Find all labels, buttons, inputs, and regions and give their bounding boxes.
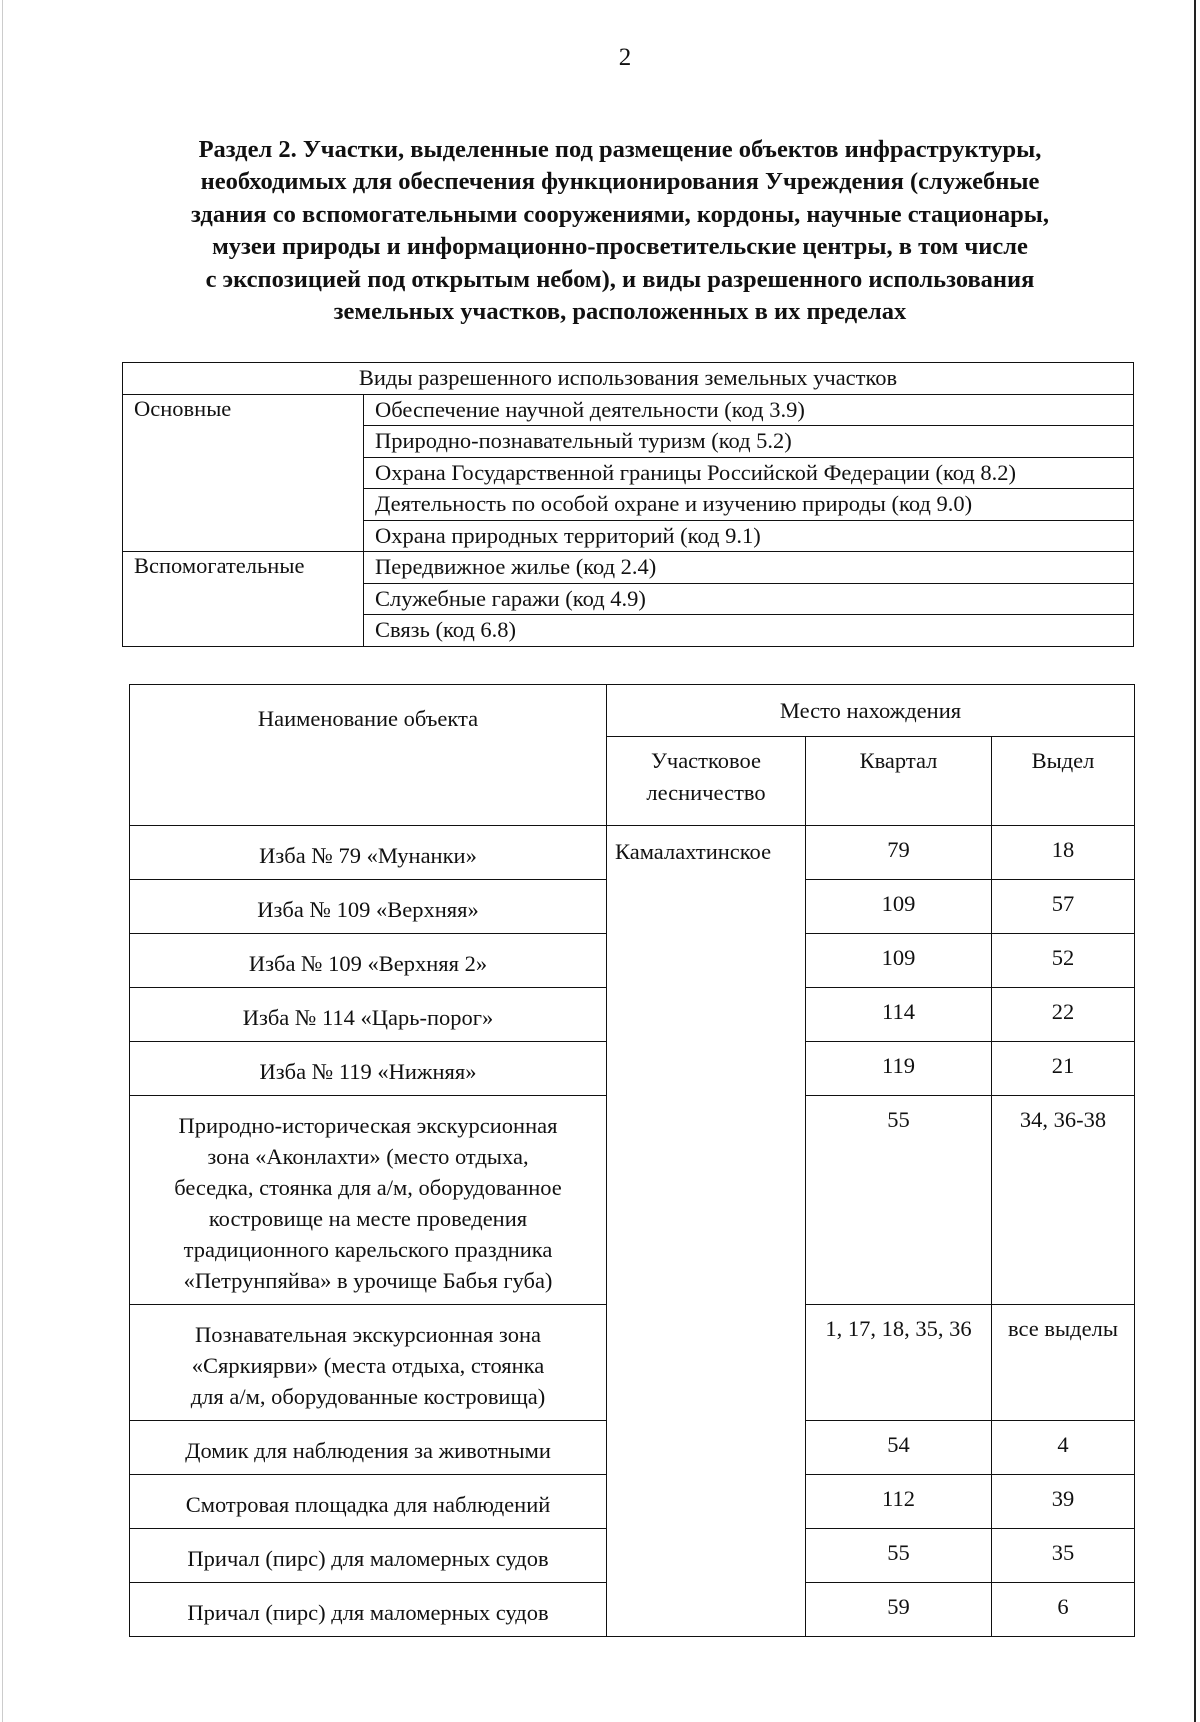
allotment-value: все выделы xyxy=(992,1305,1135,1421)
object-name: Причал (пирс) для маломерных судов xyxy=(130,1529,607,1583)
object-name: Домик для наблюдения за животными xyxy=(130,1421,607,1475)
object-name: Смотровая площадка для наблюдений xyxy=(130,1475,607,1529)
section-title xyxy=(110,134,1130,328)
object-name-line: костровище на месте проведения xyxy=(208,1206,528,1231)
table-row xyxy=(130,826,1135,880)
main-use-item: Охрана природных территорий (код 9.1) xyxy=(364,520,1134,552)
header-quarter: Квартал xyxy=(806,737,992,826)
quarter-value: 54 xyxy=(806,1421,992,1475)
object-name: Изба № 109 «Верхняя» xyxy=(130,880,607,934)
object-name: Изба № 119 «Нижняя» xyxy=(130,1042,607,1096)
quarter-value: 114 xyxy=(806,988,992,1042)
header-allotment: Выдел xyxy=(992,737,1135,826)
uses-table-header: Виды разрешенного использования земельных участков xyxy=(123,363,1134,395)
allotment-value: 39 xyxy=(992,1475,1135,1529)
page-right-edge xyxy=(1194,0,1196,1722)
aux-use-item: Передвижное жилье (код 2.4) xyxy=(364,552,1134,584)
title-line: земельных участков, расположенных в их пределах xyxy=(333,298,907,326)
allotment-value: 4 xyxy=(992,1421,1135,1475)
allotment-value: 21 xyxy=(992,1042,1135,1096)
main-uses-label: Основные xyxy=(123,394,364,552)
object-name-line: «Петрунпяйва» в урочище Бабья губа) xyxy=(183,1268,553,1293)
page-number: 2 xyxy=(618,44,632,71)
quarter-value: 109 xyxy=(806,934,992,988)
object-name: Изба № 114 «Царь-порог» xyxy=(130,988,607,1042)
header-object-name: Наименование объекта xyxy=(130,685,607,826)
aux-use-item: Связь (код 6.8) xyxy=(364,615,1134,647)
quarter-value: 109 xyxy=(806,880,992,934)
object-name-line: Природно-историческая экскурсионная xyxy=(178,1113,558,1138)
title-line: с экспозицией под открытым небом), и виды разрешенного использования xyxy=(205,265,1035,293)
forestry-name: Камалахтинское xyxy=(607,826,806,1637)
aux-uses-label: Вспомогательные xyxy=(123,552,364,647)
allotment-value: 6 xyxy=(992,1583,1135,1637)
quarter-value: 55 xyxy=(806,1096,992,1305)
main-use-item: Природно-познавательный туризм (код 5.2) xyxy=(364,426,1134,458)
object-name-line: беседка, стоянка для а/м, оборудованное xyxy=(174,1175,562,1200)
object-name: Изба № 79 «Мунанки» xyxy=(130,826,607,880)
allotment-value: 34, 36-38 xyxy=(992,1096,1135,1305)
quarter-value: 55 xyxy=(806,1529,992,1583)
allotment-value: 52 xyxy=(992,934,1135,988)
permitted-uses-table xyxy=(122,362,1134,647)
header-forestry-line: лесничество xyxy=(646,780,766,805)
quarter-value: 79 xyxy=(806,826,992,880)
header-forestry xyxy=(607,737,806,826)
object-name xyxy=(130,1096,607,1305)
object-name: Изба № 109 «Верхняя 2» xyxy=(130,934,607,988)
header-location: Место нахождения xyxy=(607,685,1135,737)
main-use-item: Охрана Государственной границы Российской Федерации (код 8.2) xyxy=(364,457,1134,489)
allotment-value: 35 xyxy=(992,1529,1135,1583)
page-left-edge xyxy=(2,0,3,1722)
quarter-value: 1, 17, 18, 35, 36 xyxy=(806,1305,992,1421)
infrastructure-objects-table xyxy=(129,684,1135,1637)
object-name-line: «Сяркиярви» (места отдыха, стоянка xyxy=(191,1353,545,1378)
object-name-line: зона «Аконлахти» (место отдыха, xyxy=(207,1144,529,1169)
quarter-value: 119 xyxy=(806,1042,992,1096)
main-use-item: Деятельность по особой охране и изучению природы (код 9.0) xyxy=(364,489,1134,521)
title-line: Раздел 2. Участки, выделенные под размещение объектов инфраструктуры, xyxy=(198,136,1042,163)
object-name: Причал (пирс) для маломерных судов xyxy=(130,1583,607,1637)
main-use-item: Обеспечение научной деятельности (код 3.9) xyxy=(364,394,1134,426)
object-name-line: для а/м, оборудованные костровища) xyxy=(190,1384,546,1409)
header-forestry-line: Участковое xyxy=(650,748,762,773)
title-line: необходимых для обеспечения функционирования Учреждения (служебные xyxy=(200,168,1040,196)
title-line: здания со вспомогательными сооружениями, кордоны, научные стационары, xyxy=(191,200,1049,228)
aux-use-item: Служебные гаражи (код 4.9) xyxy=(364,583,1134,615)
allotment-value: 57 xyxy=(992,880,1135,934)
object-name-line: традиционного карельского праздника xyxy=(183,1237,553,1262)
object-name-line: Познавательная экскурсионная зона xyxy=(195,1322,541,1347)
title-line: музеи природы и информационно-просветительские центры, в том числе xyxy=(212,233,1028,261)
allotment-value: 18 xyxy=(992,826,1135,880)
allotment-value: 22 xyxy=(992,988,1135,1042)
quarter-value: 59 xyxy=(806,1583,992,1637)
quarter-value: 112 xyxy=(806,1475,992,1529)
object-name xyxy=(130,1305,607,1421)
